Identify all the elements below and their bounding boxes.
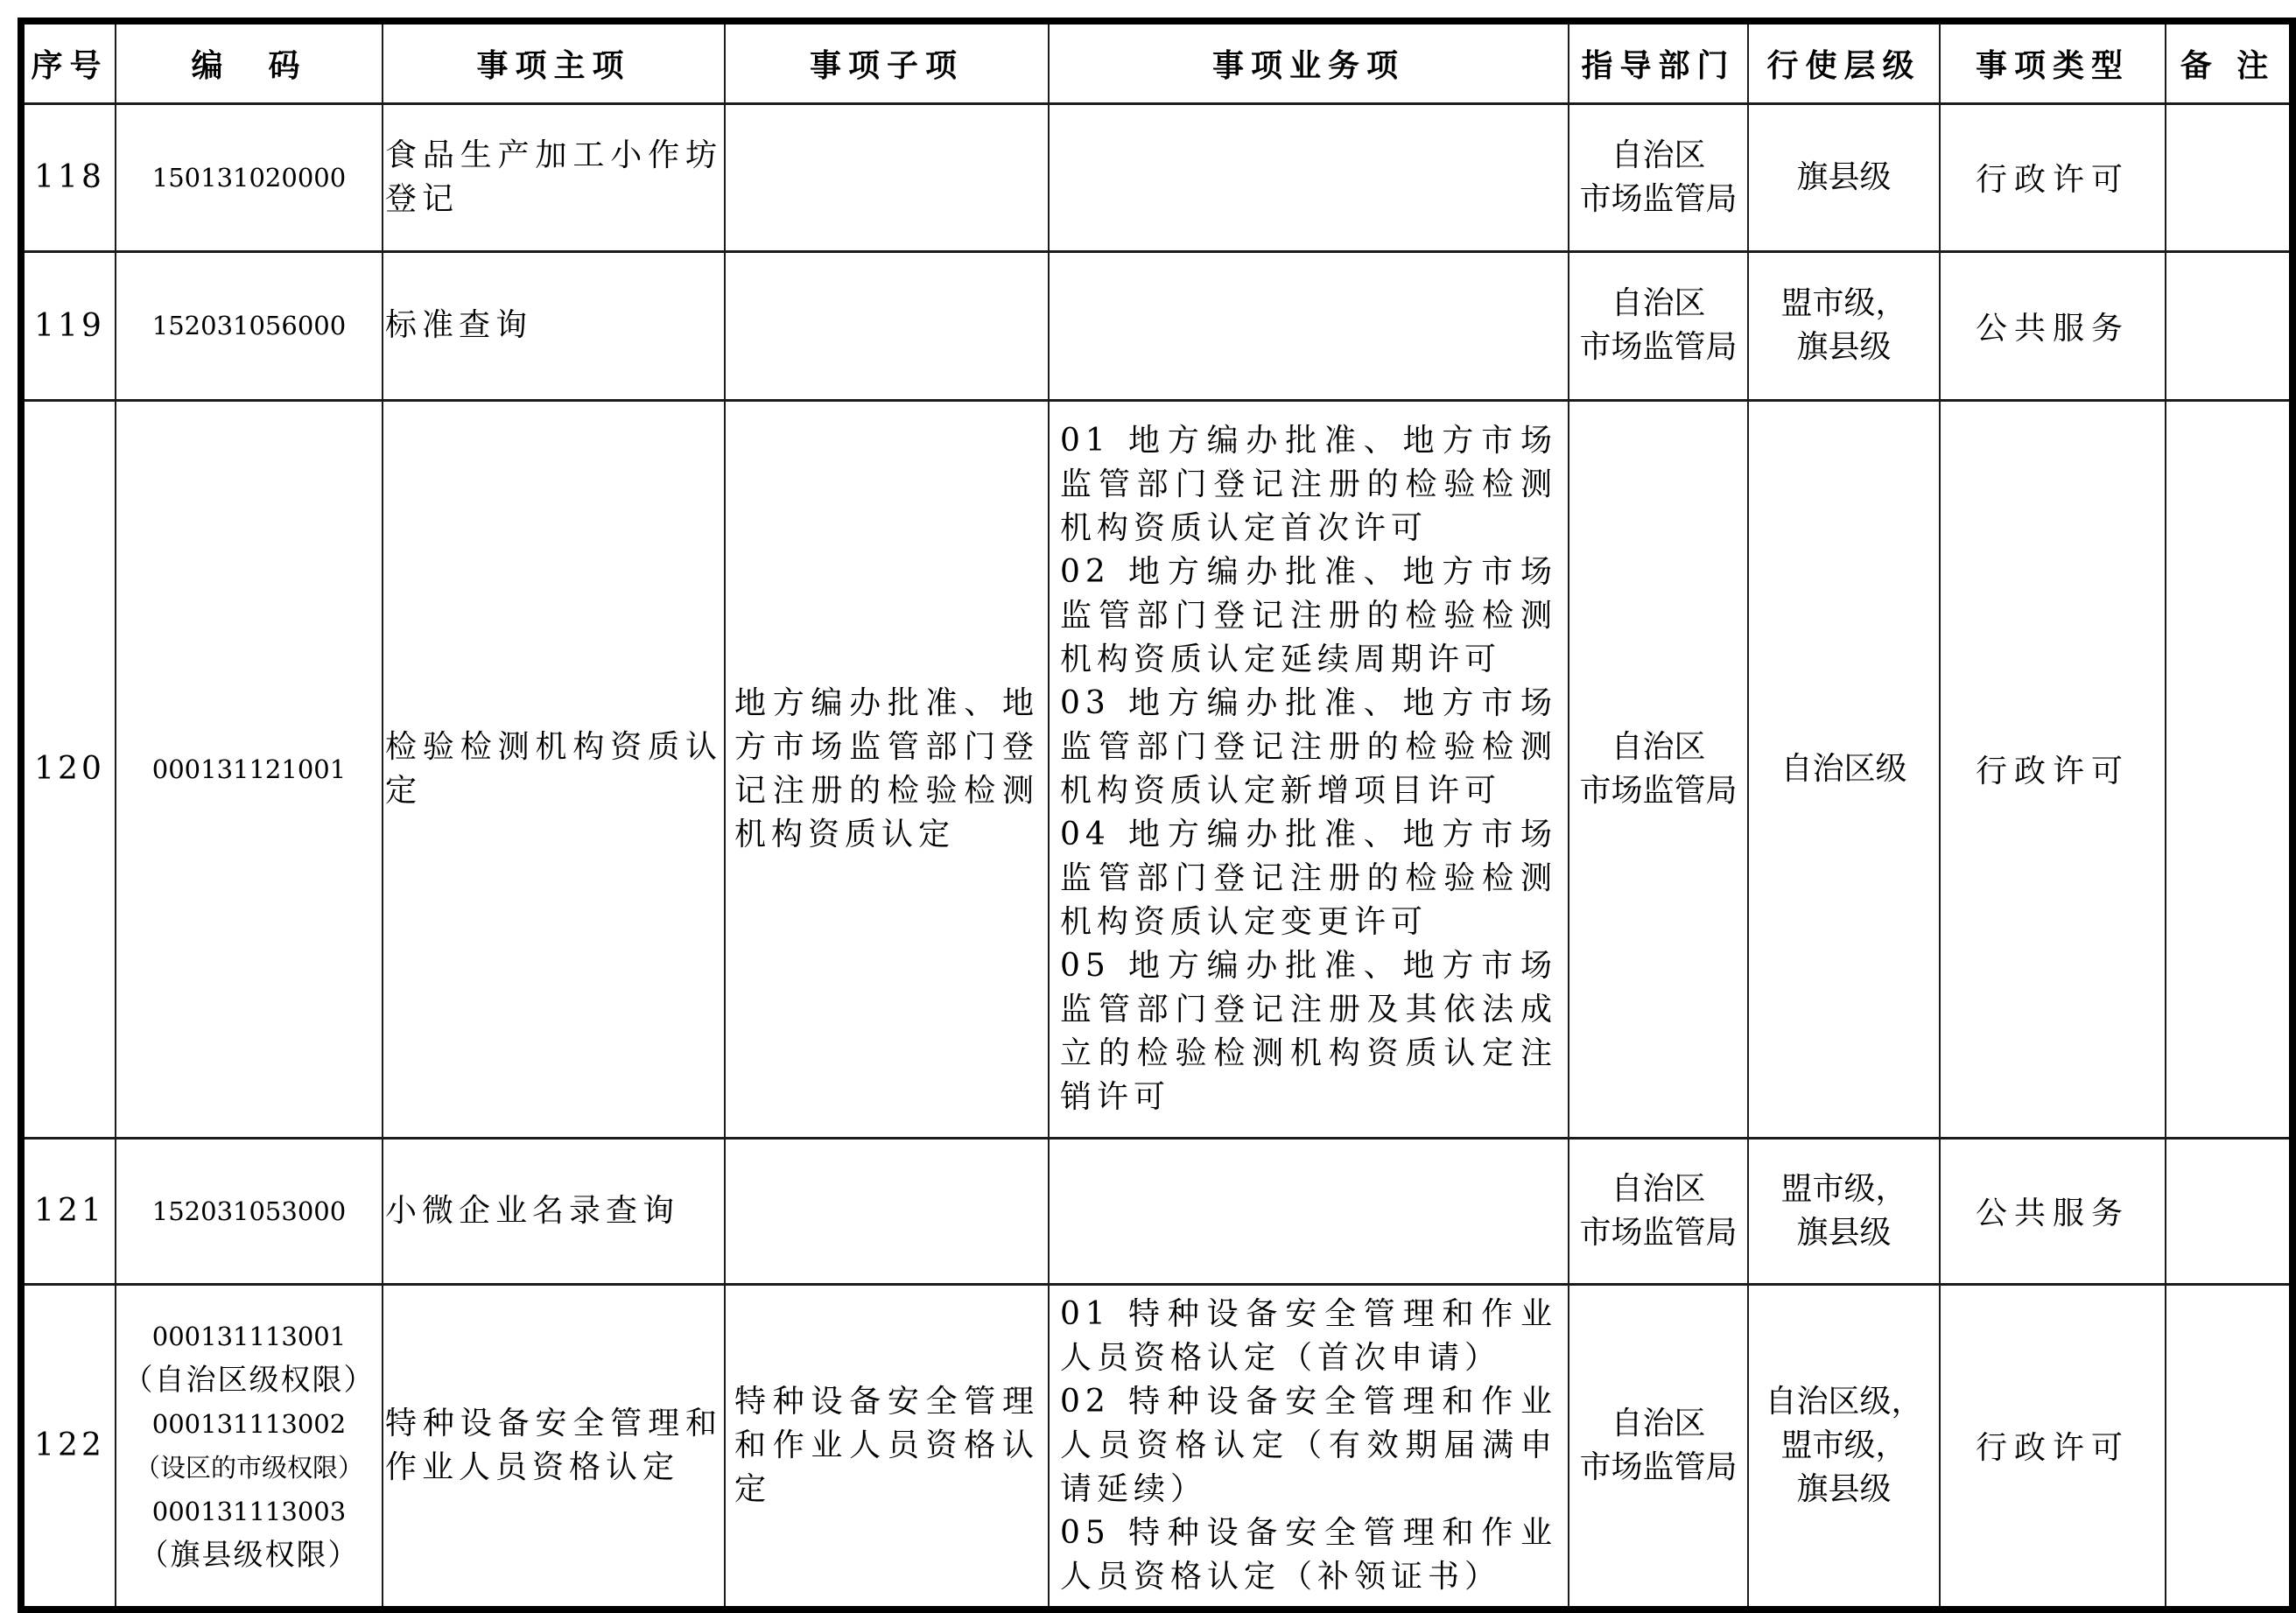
sub-item-cell-row-119 bbox=[725, 251, 1049, 400]
code-line: 000131113002 bbox=[151, 1408, 347, 1439]
code-line: 000131113003 bbox=[151, 1496, 347, 1526]
code-line: （自治区级权限） bbox=[123, 1362, 376, 1398]
table-body bbox=[21, 103, 2292, 1609]
sub-item-text: 地方编办批准、地方市场监管部门登记注册的检验检测机构资质认定 bbox=[734, 684, 1039, 852]
sub-item-cell-row-120 bbox=[725, 400, 1049, 1138]
main-item-cell-row-119 bbox=[383, 251, 725, 400]
seq-cell-row-122: 122 bbox=[21, 1284, 116, 1609]
column-header-code: 编 码 bbox=[116, 21, 383, 103]
level-line: 盟市级， bbox=[1780, 1427, 1907, 1463]
business-items-cell-row-122 bbox=[1049, 1284, 1569, 1609]
code-cell-row-119 bbox=[116, 251, 383, 400]
department-line: 市场监管局 bbox=[1579, 1448, 1738, 1485]
department-line: 自治区 bbox=[1611, 1405, 1706, 1441]
business-item-text: 05 特种设备安全管理和作业人员资格认定（补领证书） bbox=[1060, 1514, 1557, 1595]
column-header-dept: 指导部门 bbox=[1569, 21, 1748, 103]
item-type-cell-row-118: 行政许可 bbox=[1940, 103, 2166, 251]
guiding-department-cell-row-121 bbox=[1569, 1138, 1748, 1284]
main-item-cell-row-122 bbox=[383, 1284, 725, 1609]
table-header bbox=[21, 21, 2292, 103]
main-item-text: 特种设备安全管理和作业人员资格认定 bbox=[385, 1405, 722, 1485]
exercise-level-cell-row-120 bbox=[1748, 400, 1940, 1138]
department-line: 自治区 bbox=[1611, 137, 1706, 173]
business-item-text: 01 特种设备安全管理和作业人员资格认定（首次申请） bbox=[1060, 1295, 1557, 1376]
item-type-cell-row-121: 公共服务 bbox=[1940, 1138, 2166, 1284]
guiding-department-cell-row-120 bbox=[1569, 400, 1748, 1138]
column-header-level: 行使层级 bbox=[1748, 21, 1940, 103]
column-header-business: 事项业务项 bbox=[1049, 21, 1569, 103]
main-item-text: 食品生产加工小作坊登记 bbox=[385, 137, 722, 217]
business-item-text: 02 地方编办批准、地方市场监管部门登记注册的检验检测机构资质认定延续周期许可 bbox=[1060, 553, 1557, 677]
business-item-text: 05 地方编办批准、地方市场监管部门登记注册及其依法成立的检验检测机构资质认定注销许可 bbox=[1060, 947, 1557, 1115]
guiding-department-cell-row-118 bbox=[1569, 103, 1748, 251]
item-type-cell-row-122: 行政许可 bbox=[1940, 1284, 2166, 1609]
item-type-cell-row-120: 行政许可 bbox=[1940, 400, 2166, 1138]
department-line: 自治区 bbox=[1611, 728, 1706, 765]
remark-cell-row-120 bbox=[2166, 400, 2292, 1138]
code-line: 000131113001 bbox=[151, 1321, 347, 1351]
main-item-cell-row-120 bbox=[383, 400, 725, 1138]
code-line: （旗县级权限） bbox=[138, 1537, 360, 1573]
level-line: 自治区级 bbox=[1780, 750, 1907, 787]
service-items-table bbox=[18, 18, 2296, 1613]
column-header-sub: 事项子项 bbox=[725, 21, 1049, 103]
exercise-level-cell-row-119 bbox=[1748, 251, 1940, 400]
guiding-department-cell-row-119 bbox=[1569, 251, 1748, 400]
level-line: 旗县级 bbox=[1796, 1214, 1892, 1251]
sub-item-cell-row-121 bbox=[725, 1138, 1049, 1284]
exercise-level-cell-row-122 bbox=[1748, 1284, 1940, 1609]
department-line: 市场监管局 bbox=[1579, 1214, 1738, 1251]
level-line: 旗县级 bbox=[1796, 1470, 1892, 1507]
column-header-main: 事项主项 bbox=[383, 21, 725, 103]
main-item-cell-row-118 bbox=[383, 103, 725, 251]
seq-cell-row-121: 121 bbox=[21, 1138, 116, 1284]
main-item-cell-row-121 bbox=[383, 1138, 725, 1284]
main-item-text: 检验检测机构资质认定 bbox=[385, 728, 722, 809]
department-line: 自治区 bbox=[1611, 285, 1706, 321]
table-row-122 bbox=[21, 1284, 2292, 1609]
main-item-text: 标准查询 bbox=[385, 307, 533, 343]
table-row-120 bbox=[21, 400, 2292, 1138]
level-line: 自治区级， bbox=[1765, 1383, 1923, 1420]
level-line: 旗县级 bbox=[1796, 329, 1892, 365]
business-items-cell-row-121 bbox=[1049, 1138, 1569, 1284]
business-item-text: 03 地方编办批准、地方市场监管部门登记注册的检验检测机构资质认定新增项目许可 bbox=[1060, 684, 1557, 809]
header-row bbox=[21, 21, 2292, 103]
remark-cell-row-118 bbox=[2166, 103, 2292, 251]
code-line: 150131020000 bbox=[151, 162, 347, 193]
code-line: 000131121001 bbox=[151, 754, 347, 784]
seq-cell-row-118: 118 bbox=[21, 103, 116, 251]
business-item-text: 01 地方编办批准、地方市场监管部门登记注册的检验检测机构资质认定首次许可 bbox=[1060, 422, 1557, 546]
code-cell-row-121 bbox=[116, 1138, 383, 1284]
seq-cell-row-120: 120 bbox=[21, 400, 116, 1138]
column-header-type: 事项类型 bbox=[1940, 21, 2166, 103]
code-cell-row-122 bbox=[116, 1284, 383, 1609]
code-cell-row-118 bbox=[116, 103, 383, 251]
business-item-text: 02 特种设备安全管理和作业人员资格认定（有效期届满申请延续） bbox=[1060, 1383, 1557, 1507]
code-line: 152031056000 bbox=[151, 311, 347, 340]
code-cell-row-120 bbox=[116, 400, 383, 1138]
business-items-cell-row-118 bbox=[1049, 103, 1569, 251]
code-line: 152031053000 bbox=[151, 1196, 347, 1226]
item-type-cell-row-119: 公共服务 bbox=[1940, 251, 2166, 400]
sub-item-cell-row-118 bbox=[725, 103, 1049, 251]
department-line: 市场监管局 bbox=[1579, 329, 1738, 365]
exercise-level-cell-row-118 bbox=[1748, 103, 1940, 251]
sub-item-cell-row-122 bbox=[725, 1284, 1049, 1609]
column-header-remark: 备 注 bbox=[2166, 21, 2292, 103]
level-line: 盟市级， bbox=[1780, 1170, 1907, 1207]
department-line: 市场监管局 bbox=[1579, 180, 1738, 217]
code-line: （设区的市级权限） bbox=[134, 1452, 363, 1483]
business-item-text: 04 地方编办批准、地方市场监管部门登记注册的检验检测机构资质认定变更许可 bbox=[1060, 816, 1557, 940]
main-item-text: 小微企业名录查询 bbox=[385, 1192, 680, 1229]
sub-item-text: 特种设备安全管理和作业人员资格认定 bbox=[734, 1383, 1039, 1507]
guiding-department-cell-row-122 bbox=[1569, 1284, 1748, 1609]
table-row-119 bbox=[21, 251, 2292, 400]
seq-cell-row-119: 119 bbox=[21, 251, 116, 400]
column-header-seq: 序号 bbox=[21, 21, 116, 103]
table-row-118 bbox=[21, 103, 2292, 251]
level-line: 盟市级， bbox=[1780, 285, 1907, 321]
business-items-cell-row-120 bbox=[1049, 400, 1569, 1138]
level-line: 旗县级 bbox=[1796, 158, 1892, 195]
department-line: 自治区 bbox=[1611, 1170, 1706, 1207]
remark-cell-row-121 bbox=[2166, 1138, 2292, 1284]
business-items-cell-row-119 bbox=[1049, 251, 1569, 400]
table-row-121 bbox=[21, 1138, 2292, 1284]
remark-cell-row-122 bbox=[2166, 1284, 2292, 1609]
exercise-level-cell-row-121 bbox=[1748, 1138, 1940, 1284]
department-line: 市场监管局 bbox=[1579, 772, 1738, 809]
remark-cell-row-119 bbox=[2166, 251, 2292, 400]
